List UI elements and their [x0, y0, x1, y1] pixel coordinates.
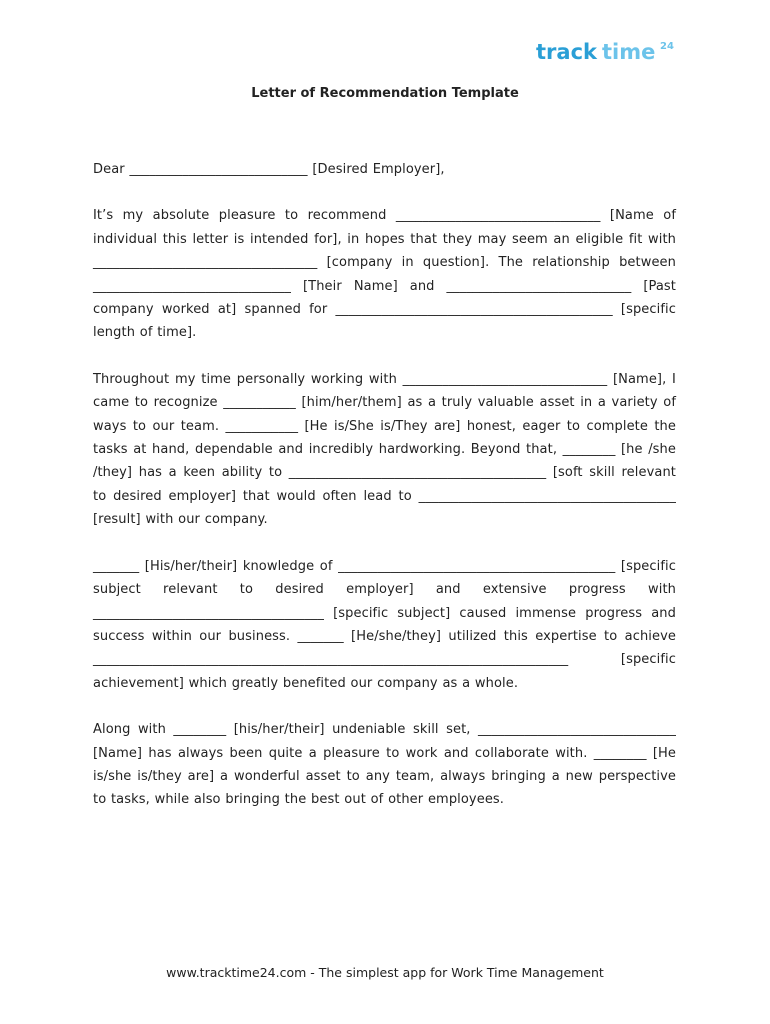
letter-body: [93, 158, 676, 835]
logo-text-time: time: [602, 40, 656, 64]
letter-greeting: Dear ___________________________ [Desired Employer],: [93, 162, 445, 177]
letter-paragraph-1: It’s my absolute pleasure to recommend _______________________________ [Name of individual this letter is intended for], in hopes that they may seem an eligible fit with __________________________________ [company in question]. The relationship between ______________________________ [Their Name] and ____________________________ [Past company worked at] spanned for __________________________________________ [specific length of time].: [93, 208, 676, 341]
tracktime24-logo: [536, 38, 678, 66]
logo-text-track: track: [536, 40, 597, 64]
letter-paragraph-3: _______ [His/her/their] knowledge of __________________________________________ [specific subject relevant to desired employer] and extensive progress with ___________________________________ [specific subject] caused immense progress and success within our business. _______ [He/she/they] utilized this expertise to achieve ________________________________________________________________________ [specific achievement] which greatly benefited our company as a whole.: [93, 558, 676, 691]
letter-paragraph-4: Along with ________ [his/her/their] undeniable skill set, ______________________________ [Name] has always been quite a pleasure to work and collaborate with. ________ [He is/she is/they are] a wonderful asset to any team, always bringing a new perspective to tasks, while also bringing the best out of other employees.: [93, 722, 676, 808]
letter-paragraph-2: Throughout my time personally working with _______________________________ [Name], I came to recognize ___________ [him/her/them] as a truly valuable asset in a variety of ways to our team. ___________ [He is/She is/They are] honest, eager to complete the tasks at hand, dependable and incredibly hardworking. Beyond that, ________ [he /she /they] has a keen ability to _______________________________________ [soft skill relevant to desired employer] that would often lead to _______________________________________ [result] with our company.: [93, 371, 676, 528]
document-title: Letter of Recommendation Template: [251, 86, 519, 101]
page-footer: www.tracktime24.com - The simplest app for Work Time Management: [166, 965, 604, 980]
logo-sup-24: 24: [660, 41, 674, 52]
